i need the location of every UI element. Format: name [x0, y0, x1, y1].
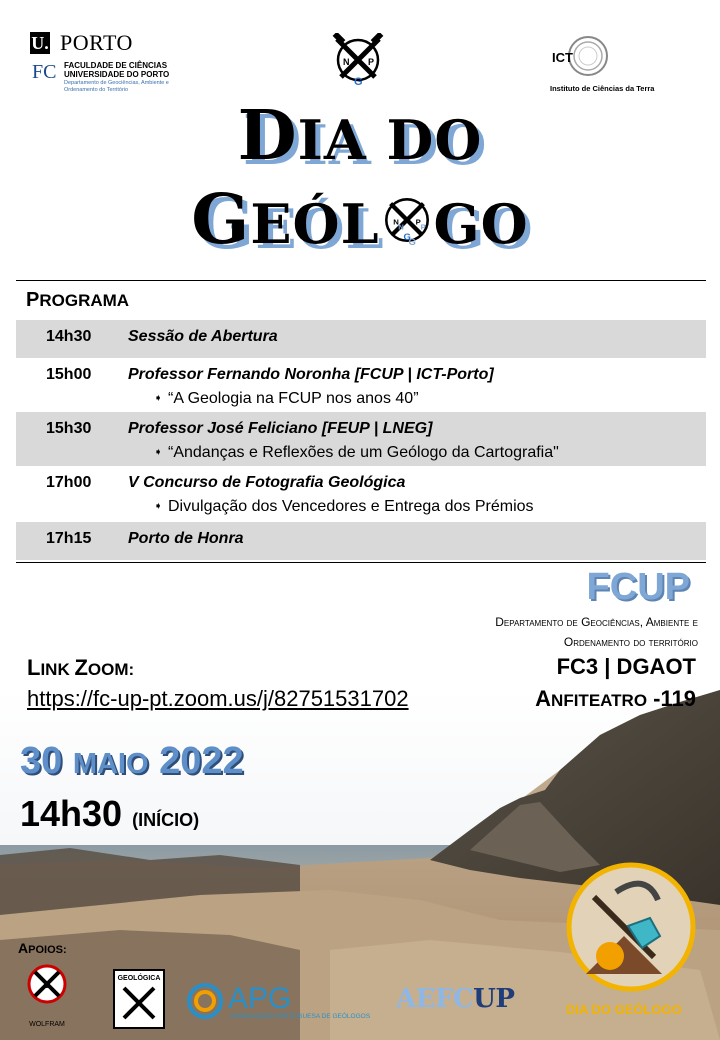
row-time: 17h15	[46, 530, 92, 547]
ngp-p: P	[368, 57, 375, 67]
row-title: Professor Fernando Noronha [FCUP | ICT-Porto]	[128, 366, 494, 383]
program-row	[16, 412, 706, 466]
zoom-meeting-link[interactable]: https://fc-up-pt.zoom.us/j/82751531702	[27, 686, 409, 711]
department-line-1: Departamento de Geociências, Ambiente e	[495, 615, 698, 629]
row-detail-text: “Andanças e Reflexões de um Geólogo da Cartografia"	[168, 444, 559, 461]
event-day: 30	[20, 740, 73, 782]
ict-name: Instituto de Ciências da Terra	[550, 84, 655, 93]
auditorium-cap: A	[535, 686, 552, 711]
aefcup-a: AEFC	[396, 984, 474, 1014]
program-heading-rest: ROGRAMA	[39, 291, 130, 310]
program-table	[16, 280, 706, 563]
event-date	[20, 740, 244, 783]
sponsors-label-rest: POIOS:	[28, 944, 67, 956]
dia-do-geologo-badge-icon	[566, 862, 696, 992]
arrow-bullet-icon: ➧	[154, 447, 163, 458]
ngp-g: G	[354, 76, 363, 88]
program-heading-cap: P	[26, 289, 40, 311]
zoom-label	[27, 655, 134, 681]
ngp-logo	[331, 33, 385, 91]
program-row	[16, 522, 706, 560]
row-title: Professor José Feliciano [FEUP | LNEG]	[128, 420, 433, 437]
uporto-u: U.	[31, 33, 49, 53]
university-name: UNIVERSIDADE DO PORTO	[64, 70, 170, 79]
ict-acronym: ICT	[552, 50, 573, 65]
title-line-2	[0, 180, 720, 260]
row-time: 15h00	[46, 366, 92, 383]
title-segment-go: GO	[433, 192, 529, 256]
fcup-heading: FCUP	[586, 566, 690, 608]
event-time	[20, 793, 199, 835]
sponsors-label	[18, 940, 67, 956]
program-heading	[26, 289, 129, 312]
geologica-society-logo	[112, 968, 166, 1030]
aefcup-logo	[396, 984, 514, 1014]
zoom-label-cap-l: L	[27, 655, 41, 680]
dewolfram-letter: D	[44, 981, 50, 990]
badge-caption-right: GEÓLOGO	[614, 1002, 682, 1017]
apg-swirl-icon	[186, 982, 224, 1020]
uporto-porto: PORTO	[60, 30, 133, 55]
row-title: V Concurso de Fotografia Geológica	[128, 474, 406, 491]
department-line-2: Ordenamento do território	[563, 635, 698, 649]
title-word-do: DO	[386, 108, 483, 172]
zoom-label-ink: INK	[40, 660, 75, 679]
arrow-bullet-icon: ➧	[154, 393, 163, 404]
aefcup-b: UP	[473, 984, 515, 1014]
program-row	[16, 320, 706, 358]
fc-monogram: FC	[32, 61, 57, 83]
apg-logo	[186, 978, 371, 1024]
row-detail	[154, 498, 534, 516]
zoom-label-oom: OOM:	[87, 660, 135, 679]
title-segment-eol: EÓL	[250, 192, 380, 256]
title-ngp-icon	[382, 195, 432, 245]
event-start-note: (INÍCIO)	[132, 810, 200, 830]
apg-acronym: APG	[228, 982, 292, 1015]
row-time: 17h00	[46, 474, 92, 491]
dewolfram-logo	[22, 962, 72, 1030]
auditorium-number: -119	[647, 686, 696, 711]
badge-caption	[566, 1002, 682, 1017]
title-word-ia: IA	[297, 108, 387, 172]
row-title: Porto de Honra	[128, 530, 244, 547]
title-ngp-n: N	[392, 217, 400, 227]
title-initial-g: G	[191, 180, 251, 260]
title-ngp-g: G	[403, 231, 412, 243]
sponsors-label-cap: A	[18, 940, 29, 956]
fcup-department	[398, 612, 698, 652]
uporto-logo	[30, 32, 190, 98]
badge-caption-left: DIA DO	[566, 1002, 612, 1017]
program-row	[16, 466, 706, 522]
auditorium	[535, 686, 696, 712]
row-time: 14h30	[46, 328, 92, 345]
zoom-label-cap-z: Z	[74, 655, 88, 680]
event-start-time: 14h30	[20, 793, 123, 834]
row-detail	[154, 390, 419, 408]
title-line-1	[0, 96, 720, 176]
program-row	[16, 358, 706, 412]
ngp-n: N	[343, 57, 350, 67]
row-detail	[154, 444, 559, 462]
auditorium-rest: NFITEATRO	[551, 691, 648, 710]
arrow-bullet-icon: ➧	[154, 501, 163, 512]
apg-full-name: ASSOCIAÇÃO PORTUGUESA DE GEÓLOGOS	[230, 1013, 371, 1020]
geologica-name: GEOLÓGICA	[117, 975, 161, 982]
room-location: FC3 | DGAOT	[556, 654, 696, 679]
title-initial-d: D	[237, 96, 298, 176]
event-month: MAIO	[72, 748, 149, 780]
row-detail-text: Divulgação dos Vencedores e Entrega dos Prémios	[168, 498, 534, 515]
event-year: 2022	[148, 740, 244, 782]
row-detail-text: “A Geologia na FCUP nos anos 40”	[168, 390, 419, 407]
title-ngp-p: P	[415, 217, 422, 227]
department-name: Departamento de Geociências, Ambiente e Ordenamento do Território	[64, 80, 169, 93]
row-time: 15h30	[46, 420, 92, 437]
row-title: Sessão de Abertura	[128, 328, 278, 345]
faculty-name: FACULDADE DE CIÊNCIAS	[64, 61, 168, 70]
dewolfram-name: WOLFRAM	[29, 1021, 65, 1028]
ict-logo	[548, 32, 690, 100]
